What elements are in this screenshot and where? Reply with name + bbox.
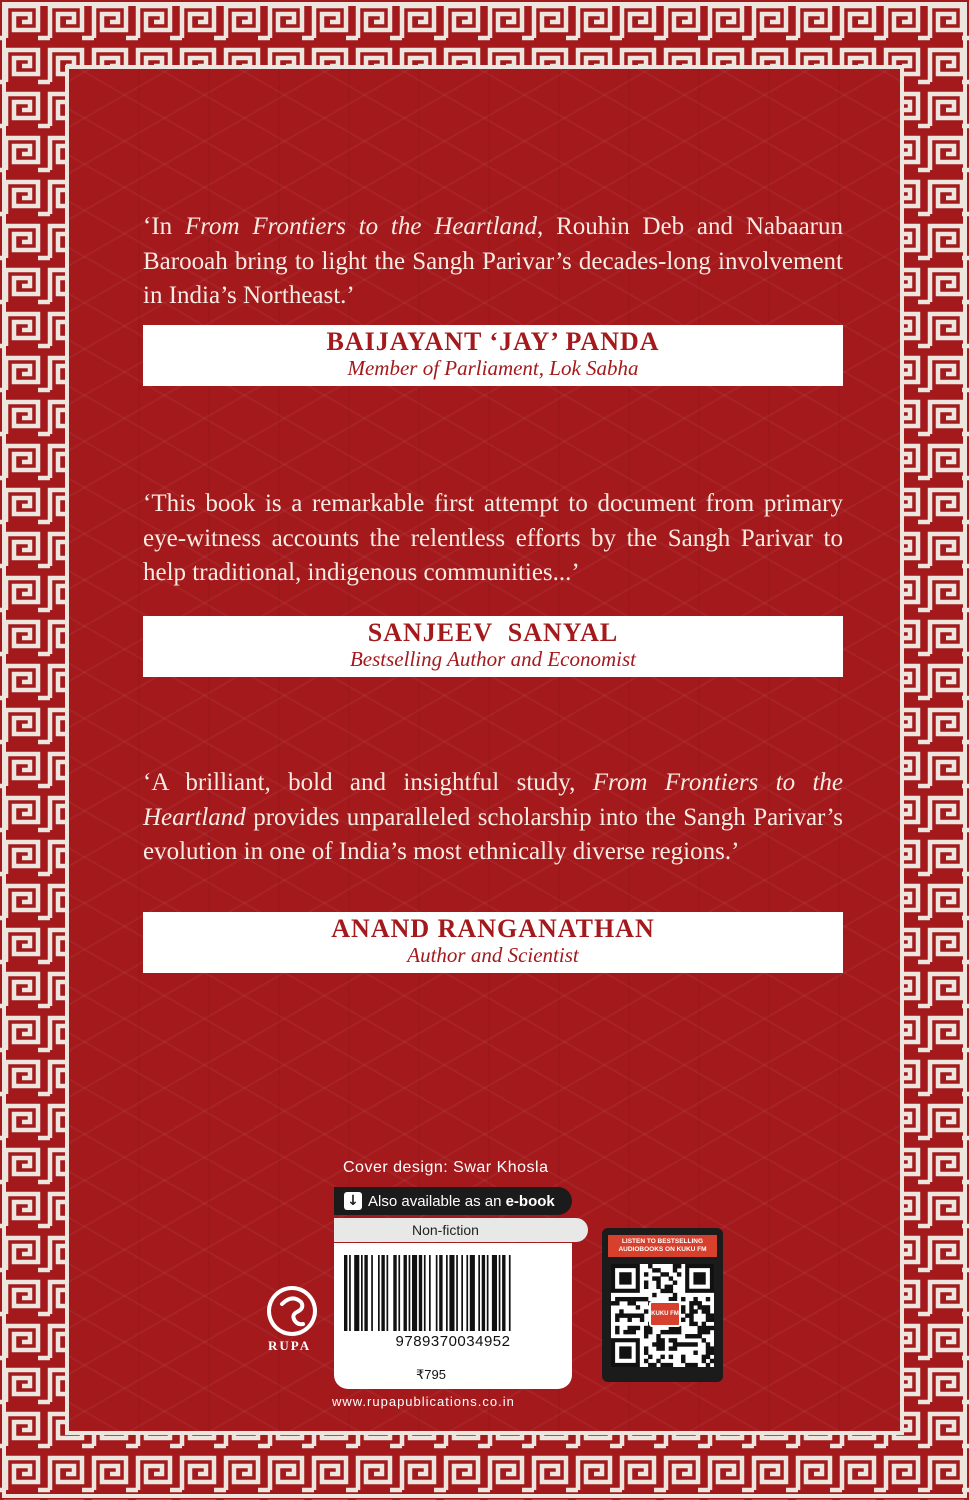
rupa-logo	[265, 1284, 319, 1338]
audiobook-qr-panel	[602, 1228, 723, 1382]
quote-2-role: Bestselling Author and Economist	[349, 647, 636, 671]
publisher-website: www.rupapublications.co.in	[332, 1394, 515, 1409]
qr-code	[611, 1264, 714, 1367]
quote-2-attribution	[143, 616, 843, 677]
download-icon: ↓	[344, 1192, 362, 1210]
genre-label: Non-fiction	[412, 1222, 479, 1238]
price: ₹795	[416, 1367, 446, 1382]
qr-label: LISTEN TO BESTSELLING AUDIOBOOKS ON KUKU FM	[608, 1235, 717, 1257]
quote-1-attribution	[143, 325, 843, 386]
quote-2-text: ‘This book is a remarkable first attempt to document from primary eye-witness accounts the relentless efforts by the Sangh Parivar to help traditional, indigenous communities...’	[143, 490, 843, 586]
quote-3-attribution	[143, 912, 843, 973]
quote-1-author: BAIJAYANT ‘JAY’ PANDA	[326, 327, 660, 356]
quote-2-author: SANJEEV SANYAL	[367, 618, 619, 647]
cover-design-credit: Cover design: Swar Khosla	[343, 1159, 549, 1176]
quote-3-role: Author and Scientist	[407, 943, 579, 967]
quote-1-role: Member of Parliament, Lok Sabha	[347, 356, 639, 380]
barcode-panel	[334, 1243, 572, 1389]
isbn-number: 9789370034952	[395, 1333, 511, 1350]
quote-3-text: ‘A brilliant, bold and insightful study, From Frontiers to the Heartland provides unparalleled scholarship into the Sangh Parivar’s evolution in one of India’s most ethnically diverse regions.’	[143, 769, 843, 865]
ebook-text: Also available as an e-book	[368, 1192, 555, 1210]
genre-banner	[334, 1218, 588, 1242]
quote-1-text: ‘In From Frontiers to the Heartland, Rouhin Deb and Nabaarun Barooah bring to light the Sangh Parivar’s decades-long involvement in India’s Northeast.’	[143, 213, 843, 309]
quote-3-author: ANAND RANGANATHAN	[331, 914, 655, 943]
publisher-name: RUPA	[268, 1338, 312, 1353]
kuku-fm-logo: KUKU FM	[649, 1301, 681, 1327]
barcode	[344, 1255, 562, 1331]
ebook-availability-banner	[334, 1187, 572, 1215]
